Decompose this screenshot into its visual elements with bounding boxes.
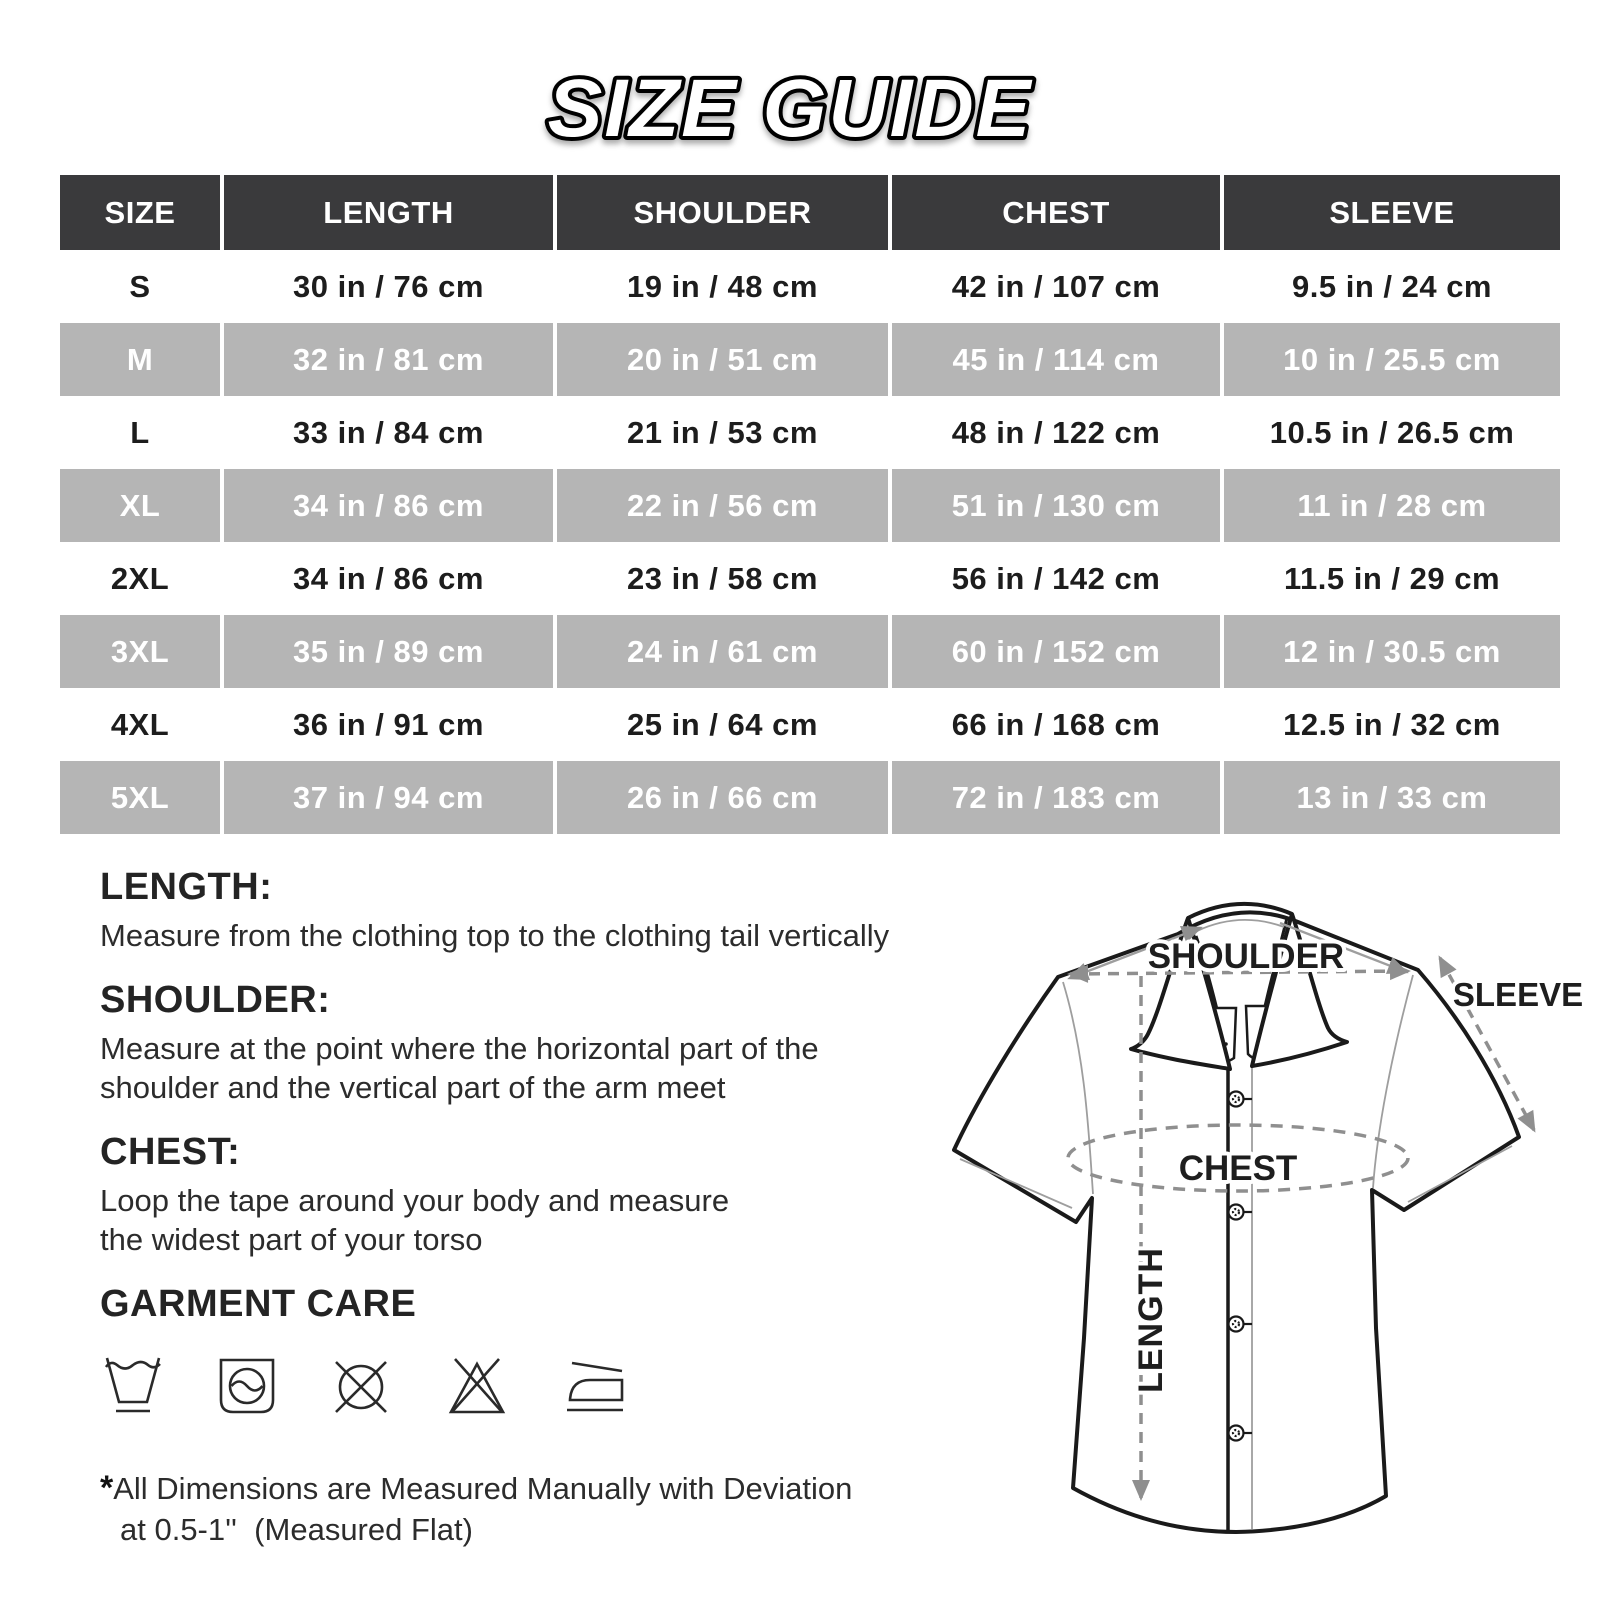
note-asterisk: * [100,1469,114,1508]
length-description: Measure from the clothing top to the clothing tail vertically [100,918,890,953]
table-row [60,615,1560,688]
table-cell: M [60,323,220,396]
table-row [60,542,1560,615]
chest-description: Loop the tape around your body and measure the widest part of your torso [100,1183,730,1257]
table-cell: 11 in / 28 cm [1220,469,1560,542]
wash-icon [100,1350,166,1426]
page-title [420,36,1160,176]
table-cell: 42 in / 107 cm [888,250,1220,323]
table-cell: 10 in / 25.5 cm [1220,323,1560,396]
table-cell: 36 in / 91 cm [220,688,553,761]
table-cell: 34 in / 86 cm [220,469,553,542]
shirt-diagram [900,858,1620,1548]
header-cell: SHOULDER [553,175,888,250]
table-cell: 66 in / 168 cm [888,688,1220,761]
shoulder-description: Measure at the point where the horizontal part of the shoulder and the vertical part of the arm meet [100,1031,819,1105]
header-cell: SLEEVE [1220,175,1560,250]
table-header-row [60,175,1560,250]
table-cell: XL [60,469,220,542]
table-row [60,688,1560,761]
table-row [60,250,1560,323]
shoulder-heading: SHOULDER: [100,979,331,1022]
tumble-dry-icon [214,1350,280,1426]
table-cell: 72 in / 183 cm [888,761,1220,834]
table-cell: 33 in / 84 cm [220,396,553,469]
chest-heading: CHEST: [100,1131,241,1174]
table-cell: 30 in / 76 cm [220,250,553,323]
table-cell: 12 in / 30.5 cm [1220,615,1560,688]
table-cell: 56 in / 142 cm [888,542,1220,615]
iron-icon [560,1350,630,1426]
table-cell: 3XL [60,615,220,688]
note-line-1: All Dimensions are Measured Manually with Deviation [113,1471,853,1507]
table-cell: S [60,250,220,323]
note-line-2: at 0.5-1'' (Measured Flat) [120,1512,473,1548]
table-cell: 22 in / 56 cm [553,469,888,542]
table-cell: 4XL [60,688,220,761]
table-row [60,761,1560,834]
table-cell: 24 in / 61 cm [553,615,888,688]
diagram-chest-label: CHEST [1178,1149,1298,1188]
header-cell: CHEST [888,175,1220,250]
measure-instructions [100,866,1010,1551]
diagram-shoulder-label: SHOULDER [1147,937,1345,976]
table-cell: 48 in / 122 cm [888,396,1220,469]
table-cell: 60 in / 152 cm [888,615,1220,688]
do-not-bleach-icon [442,1350,512,1426]
table-cell: 10.5 in / 26.5 cm [1220,396,1560,469]
table-cell: 19 in / 48 cm [553,250,888,323]
table-row [60,396,1560,469]
size-table [60,175,1560,834]
table-cell: 20 in / 51 cm [553,323,888,396]
table-row [60,469,1560,542]
diagram-sleeve-label: SLEEVE [1452,976,1584,1013]
table-cell: 13 in / 33 cm [1220,761,1560,834]
table-cell: 37 in / 94 cm [220,761,553,834]
shirt-outline [954,904,1519,1532]
do-not-dry-clean-icon [328,1350,394,1426]
garment-care-heading: GARMENT CARE [100,1283,417,1326]
diagram-length-label: LENGTH [1132,1247,1170,1393]
table-cell: 21 in / 53 cm [553,396,888,469]
table-cell: 25 in / 64 cm [553,688,888,761]
table-cell: 9.5 in / 24 cm [1220,250,1560,323]
header-cell: LENGTH [220,175,553,250]
table-cell: L [60,396,220,469]
table-cell: 26 in / 66 cm [553,761,888,834]
header-cell: SIZE [60,175,220,250]
table-cell: 2XL [60,542,220,615]
table-cell: 11.5 in / 29 cm [1220,542,1560,615]
length-heading: LENGTH: [100,866,273,908]
table-cell: 34 in / 86 cm [220,542,553,615]
page-title-text: SIZE GUIDE [547,63,1033,154]
garment-care-icons [100,1346,1010,1426]
table-cell: 5XL [60,761,220,834]
table-cell: 12.5 in / 32 cm [1220,688,1560,761]
table-cell: 32 in / 81 cm [220,323,553,396]
table-row [60,323,1560,396]
measurement-note [100,1466,1010,1550]
table-cell: 23 in / 58 cm [553,542,888,615]
table-cell: 51 in / 130 cm [888,469,1220,542]
table-cell: 45 in / 114 cm [888,323,1220,396]
table-cell: 35 in / 89 cm [220,615,553,688]
